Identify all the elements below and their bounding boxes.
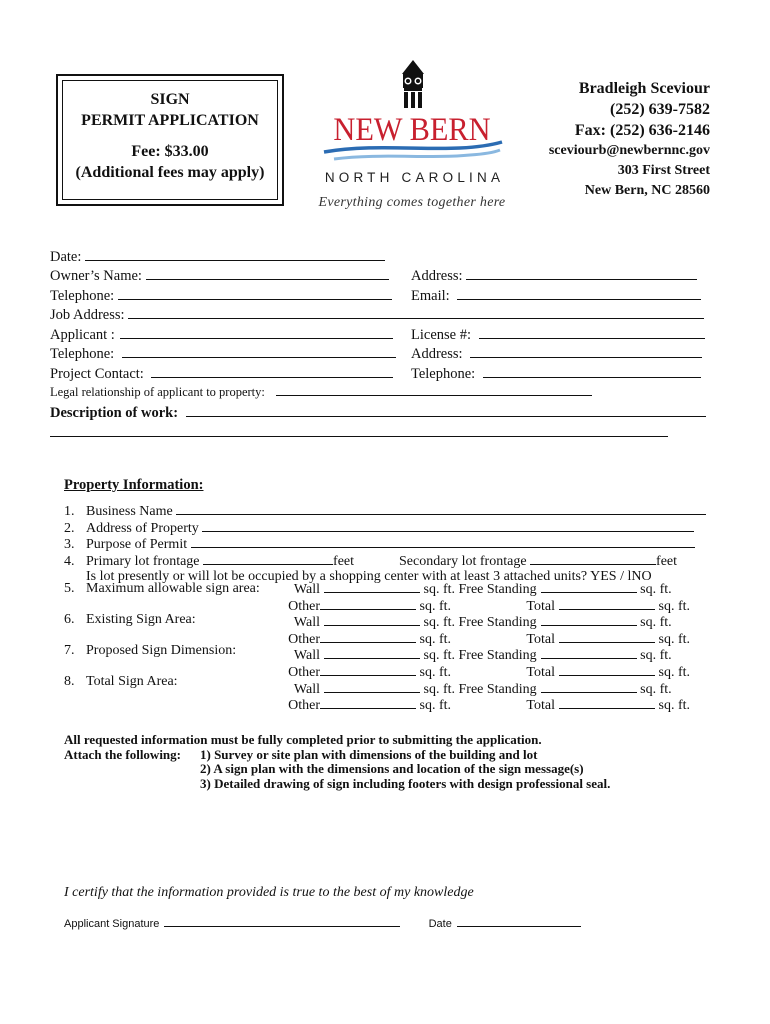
project-contact-row [50,363,393,385]
contact-fax: Fax: (252) 636-2146 [574,122,710,139]
primary-frontage-field[interactable] [203,553,333,565]
attach-row [64,748,610,763]
signature-row [64,916,581,930]
property-info-heading: Property Information: [64,477,204,493]
owner-address-field[interactable] [466,265,697,280]
contact-name: Bradleigh Sceviour [578,80,710,97]
max-area-label: Maximum allowable sign area: [86,581,260,596]
proposed-other-field[interactable] [320,664,416,676]
business-name-row: 1. Business Name [64,503,706,520]
contact-email: sceviourb@newbernnc.gov [548,143,710,158]
applicant-telephone-field[interactable] [122,343,396,358]
business-name-field[interactable] [176,503,706,515]
project-contact-field[interactable] [151,363,393,378]
requirements-notes [64,733,610,791]
max-other-row: Other sq. ft. Total sq. ft. [288,598,690,614]
existing-total-field[interactable] [559,631,655,643]
proposed-other-row: Other sq. ft. Total sq. ft. [288,664,690,680]
secondary-frontage-label: Secondary lot frontage [399,553,527,569]
logo-tagline: Everything comes together here [318,195,506,210]
contact-telephone-label: Telephone: [411,366,476,382]
date-field[interactable] [85,246,385,261]
contact-telephone-row [411,363,701,385]
max-total-field[interactable] [559,598,655,610]
contact-city: New Bern, NC 28560 [584,183,710,198]
existing-free-standing-field[interactable] [541,614,637,626]
legal-relationship-row [50,383,592,403]
description-row [50,402,706,424]
description-field-line2[interactable] [50,436,668,437]
owner-telephone-field[interactable] [118,285,392,300]
existing-other-row: Other sq. ft. Total sq. ft. [288,631,690,647]
secondary-feet-label: feet [656,553,678,569]
primary-feet-label: feet [333,553,355,569]
max-wall-field[interactable] [324,581,420,593]
fee-box-inner [62,80,278,200]
proposed-wall-field[interactable] [324,647,420,659]
owner-address-label: Address: [411,268,463,284]
total-other-field[interactable] [320,697,416,709]
legal-relationship-field[interactable] [276,383,592,396]
total-wall-row: Wall sq. ft. Free Standing sq. ft. [293,681,672,697]
attach-item-3: 3) Detailed drawing of sign including footers with design professional seal. [200,775,611,791]
existing-wall-row: Wall sq. ft. Free Standing sq. ft. [293,615,672,631]
license-field[interactable] [479,324,705,339]
contact-street: 303 First Street [617,163,710,178]
description-field[interactable] [186,402,706,417]
frontage-row: 4. Primary lot frontage feet Secondary lot frontage feet [64,553,678,569]
owners-name-field[interactable] [146,265,389,280]
total-area-label: Total Sign Area: [86,674,178,689]
proposed-dimension-label-row: 7. Proposed Sign Dimension: [64,643,237,658]
contact-block [549,78,710,201]
contact-phone: (252) 639-7582 [610,101,710,118]
certification-statement: I certify that the information provided is true to the best of my knowledge [64,885,474,900]
applicant-address-label: Address: [411,346,463,362]
attach-item-2: 2) A sign plan with the dimensions and location of the sign message(s) [200,761,584,776]
existing-other-field[interactable] [320,631,416,643]
legal-relationship-label: Legal relationship of applicant to property: [50,385,265,399]
purpose-label: Purpose of Permit [86,537,188,553]
business-name-label: Business Name [86,504,173,519]
property-address-row: 2. Address of Property [64,520,706,537]
job-address-label: Job Address: [50,307,125,323]
fee-title-permit: PERMIT APPLICATION [81,112,259,129]
existing-wall-field[interactable] [324,614,420,626]
max-wall-row: Wall sq. ft. Free Standing sq. ft. [293,582,672,597]
applicant-telephone-label: Telephone: [50,346,115,362]
owners-name-row [50,265,389,287]
contact-telephone-field[interactable] [483,363,701,378]
project-contact-label: Project Contact: [50,366,144,382]
applicant-field[interactable] [120,324,393,339]
purpose-field[interactable] [191,536,695,548]
proposed-free-standing-field[interactable] [541,647,637,659]
property-address-field[interactable] [202,520,694,532]
total-area-label-row: 8. Total Sign Area: [64,674,178,689]
proposed-total-field[interactable] [559,664,655,676]
proposed-wall-row: Wall sq. ft. Free Standing sq. ft. [293,648,672,664]
max-free-standing-field[interactable] [541,581,637,593]
license-label: License #: [411,327,471,343]
date-label: Date: [50,249,82,265]
property-address-label: Address of Property [86,520,199,536]
owner-address-row [411,265,697,287]
secondary-frontage-field[interactable] [530,553,656,565]
applicant-signature-field[interactable] [164,916,400,927]
total-total-field[interactable] [559,697,655,709]
purpose-row: 3. Purpose of Permit [64,536,706,553]
signature-date-field[interactable] [457,916,581,927]
existing-area-label: Existing Sign Area: [86,612,196,627]
job-address-field[interactable] [128,304,704,319]
sign-area-columns [286,581,690,714]
owner-email-label: Email: [411,288,450,304]
applicant-telephone-row [50,343,396,365]
applicant-label: Applicant : [50,327,115,343]
logo-state: NORTH CAROLINA [324,170,505,185]
total-wall-field[interactable] [324,681,420,693]
fee-note: (Additional fees may apply) [75,164,265,181]
attach-label: Attach the following: [64,746,181,762]
proposed-dimension-label: Proposed Sign Dimension: [86,643,237,658]
shopping-center-question[interactable]: Is lot presently or will lot be occupied by a shopping center with at least 3 attached units? YES / lNO [86,569,652,585]
existing-area-label-row: 6. Existing Sign Area: [64,612,196,627]
applicant-address-field[interactable] [470,343,702,358]
max-area-label-row: 5. Maximum allowable sign area: [64,581,260,596]
owner-telephone-label: Telephone: [50,288,115,304]
logo-title: NEW BERN [333,112,491,148]
job-address-row [50,304,704,326]
requirements-line: All requested information must be fully completed prior to submitting the application. [64,732,542,747]
description-label: Description of work: [50,405,179,421]
property-list [64,503,706,585]
applicant-address-row [411,343,702,365]
fee-box [56,74,284,206]
fee-amount: Fee: $33.00 [131,143,209,160]
clock-tower-icon [402,60,424,108]
owners-name-label: Owner’s Name: [50,268,142,284]
attach-item-1: 1) Survey or site plan with dimensions of the building and lot [200,746,538,762]
fee-title-sign: SIGN [150,91,190,108]
total-free-standing-field[interactable] [541,681,637,693]
applicant-signature-label: Applicant Signature [64,918,160,930]
signature-date-label: Date [428,918,452,930]
total-other-row: Other sq. ft. Total sq. ft. [288,698,690,714]
primary-frontage-label: Primary lot frontage [86,553,200,569]
owner-email-field[interactable] [457,285,701,300]
max-other-field[interactable] [320,598,416,610]
